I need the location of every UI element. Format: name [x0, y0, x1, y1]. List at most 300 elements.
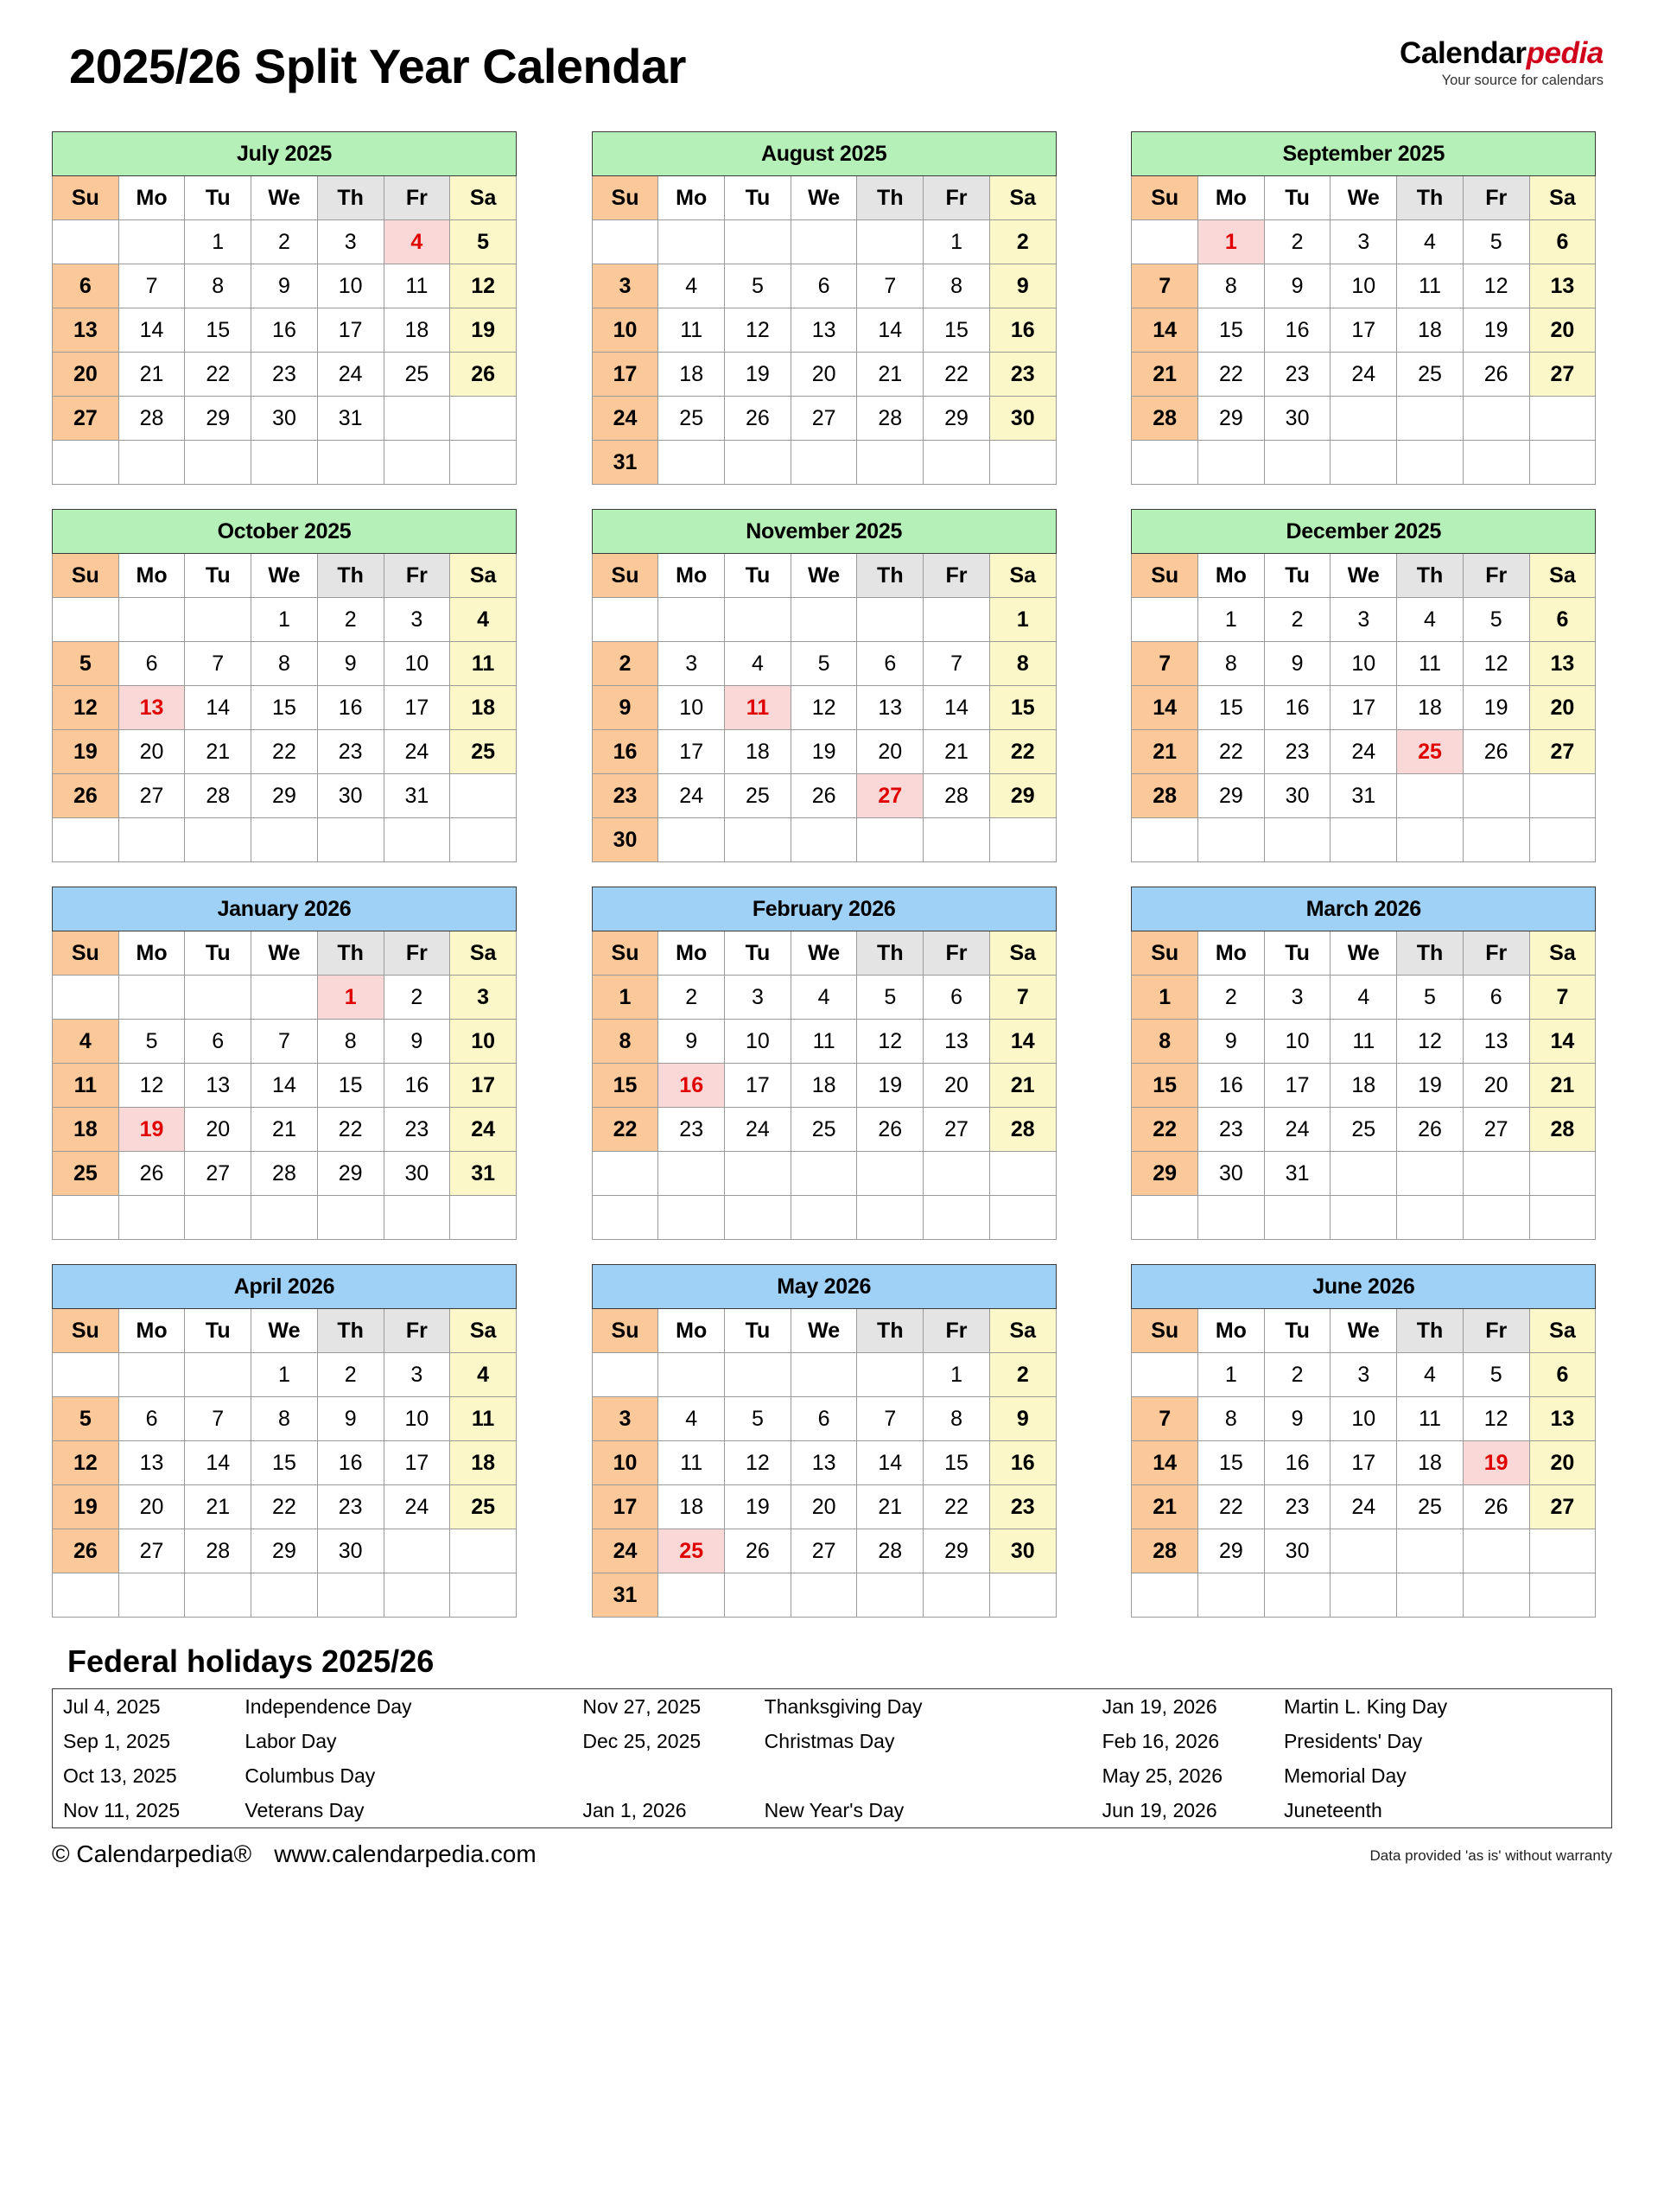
weekday-header: Su — [592, 176, 658, 220]
day-cell-empty — [450, 774, 517, 818]
day-cell: 26 — [118, 1152, 185, 1196]
day-cell: 26 — [1463, 1485, 1529, 1529]
day-cell: 9 — [658, 1020, 725, 1064]
day-cell-empty — [118, 1573, 185, 1618]
holiday-name: Columbus Day — [245, 1764, 376, 1787]
day-cell: 16 — [317, 686, 384, 730]
day-cell: 1 — [924, 1353, 990, 1397]
day-cell: 3 — [592, 1397, 658, 1441]
day-cell-empty — [725, 1196, 791, 1240]
day-cell: 31 — [317, 397, 384, 441]
day-cell-empty — [251, 818, 318, 862]
day-cell: 15 — [924, 1441, 990, 1485]
day-cell: 23 — [384, 1108, 450, 1152]
weekday-header: Sa — [450, 554, 517, 598]
day-cell-empty — [450, 1196, 517, 1240]
month-calendar — [52, 887, 517, 1240]
day-cell: 19 — [53, 730, 119, 774]
month-block — [1131, 1264, 1596, 1618]
day-cell-empty — [1463, 1573, 1529, 1618]
day-cell: 17 — [450, 1064, 517, 1108]
day-cell: 1 — [1198, 598, 1265, 642]
day-cell: 21 — [1132, 353, 1198, 397]
day-cell: 28 — [989, 1108, 1056, 1152]
day-cell: 18 — [1331, 1064, 1397, 1108]
day-cell-empty — [1397, 1529, 1464, 1573]
day-cell: 6 — [185, 1020, 251, 1064]
day-cell: 19 — [450, 308, 517, 353]
day-cell: 7 — [1132, 1397, 1198, 1441]
day-cell-empty — [118, 220, 185, 264]
day-cell: 14 — [185, 1441, 251, 1485]
day-cell-empty — [1264, 818, 1331, 862]
day-cell-empty — [118, 598, 185, 642]
day-cell-empty — [857, 1573, 924, 1618]
day-cell: 12 — [450, 264, 517, 308]
day-cell-empty — [1397, 1573, 1464, 1618]
day-cell-empty — [1463, 1529, 1529, 1573]
day-cell: 11 — [1397, 1397, 1464, 1441]
day-cell: 12 — [1397, 1020, 1464, 1064]
weekday-header: Th — [857, 1309, 924, 1353]
day-cell: 4 — [384, 220, 450, 264]
day-cell-empty — [989, 1196, 1056, 1240]
day-cell-empty — [725, 818, 791, 862]
day-cell: 11 — [53, 1064, 119, 1108]
day-cell-empty — [592, 220, 658, 264]
day-cell-empty — [384, 1196, 450, 1240]
day-cell: 2 — [1264, 1353, 1331, 1397]
day-cell: 15 — [989, 686, 1056, 730]
day-cell: 19 — [1397, 1064, 1464, 1108]
day-cell: 4 — [1397, 1353, 1464, 1397]
day-cell-empty — [1397, 1152, 1464, 1196]
day-cell: 5 — [118, 1020, 185, 1064]
month-calendar — [592, 887, 1057, 1240]
weekday-header: We — [251, 554, 318, 598]
day-cell: 8 — [1198, 642, 1265, 686]
day-cell: 3 — [1331, 220, 1397, 264]
month-block — [592, 1264, 1057, 1618]
day-cell: 9 — [989, 264, 1056, 308]
day-cell: 16 — [1264, 686, 1331, 730]
day-cell-empty — [118, 818, 185, 862]
day-cell: 14 — [1529, 1020, 1596, 1064]
day-cell-empty — [658, 220, 725, 264]
day-cell: 10 — [384, 642, 450, 686]
day-cell: 11 — [450, 642, 517, 686]
day-cell: 30 — [251, 397, 318, 441]
weekday-header: Sa — [989, 931, 1056, 976]
day-cell: 24 — [450, 1108, 517, 1152]
day-cell-empty — [791, 598, 857, 642]
website-url[interactable]: www.calendarpedia.com — [274, 1840, 537, 1867]
weekday-header: Mo — [1198, 176, 1265, 220]
holiday-row — [53, 1758, 1612, 1793]
day-cell-empty — [185, 1196, 251, 1240]
day-cell: 29 — [989, 774, 1056, 818]
day-cell: 2 — [251, 220, 318, 264]
day-cell-empty — [857, 818, 924, 862]
day-cell: 8 — [185, 264, 251, 308]
day-cell: 2 — [658, 976, 725, 1020]
day-cell: 28 — [857, 1529, 924, 1573]
day-cell: 19 — [118, 1108, 185, 1152]
day-cell: 5 — [725, 1397, 791, 1441]
day-cell: 10 — [1331, 264, 1397, 308]
day-cell: 27 — [1463, 1108, 1529, 1152]
day-cell-empty — [1529, 1529, 1596, 1573]
day-cell: 27 — [924, 1108, 990, 1152]
day-cell: 2 — [384, 976, 450, 1020]
day-cell: 4 — [53, 1020, 119, 1064]
day-cell: 1 — [251, 598, 318, 642]
day-cell: 8 — [1198, 1397, 1265, 1441]
weekday-header: Mo — [118, 554, 185, 598]
weekday-header: Fr — [1463, 176, 1529, 220]
day-cell: 20 — [1529, 1441, 1596, 1485]
day-cell: 13 — [791, 308, 857, 353]
day-cell: 21 — [118, 353, 185, 397]
weekday-header: Su — [1132, 931, 1198, 976]
day-cell-empty — [725, 1573, 791, 1618]
day-cell: 28 — [118, 397, 185, 441]
day-cell: 30 — [317, 1529, 384, 1573]
day-cell: 6 — [857, 642, 924, 686]
day-cell: 21 — [185, 1485, 251, 1529]
day-cell: 5 — [1463, 220, 1529, 264]
weekday-header: Tu — [185, 931, 251, 976]
month-title: September 2025 — [1132, 132, 1596, 176]
day-cell-empty — [1264, 1196, 1331, 1240]
day-cell: 17 — [592, 1485, 658, 1529]
day-cell-empty — [1529, 774, 1596, 818]
weekday-header: Fr — [384, 176, 450, 220]
day-cell: 13 — [1529, 1397, 1596, 1441]
weekday-header: We — [1331, 554, 1397, 598]
day-cell-empty — [1529, 818, 1596, 862]
weekday-header: We — [791, 1309, 857, 1353]
day-cell: 2 — [1264, 220, 1331, 264]
day-cell: 8 — [924, 264, 990, 308]
day-cell: 30 — [1264, 397, 1331, 441]
weekday-header: Th — [857, 554, 924, 598]
day-cell: 17 — [725, 1064, 791, 1108]
day-cell: 12 — [1463, 1397, 1529, 1441]
day-cell-empty — [989, 1152, 1056, 1196]
day-cell: 7 — [857, 264, 924, 308]
weekday-header: Th — [317, 931, 384, 976]
day-cell: 29 — [1198, 774, 1265, 818]
day-cell: 2 — [317, 598, 384, 642]
day-cell-empty — [857, 598, 924, 642]
day-cell: 7 — [251, 1020, 318, 1064]
day-cell: 17 — [384, 686, 450, 730]
holiday-date: Jun 19, 2026 — [1102, 1798, 1217, 1821]
day-cell: 28 — [251, 1152, 318, 1196]
day-cell: 7 — [1132, 264, 1198, 308]
day-cell: 14 — [118, 308, 185, 353]
day-cell-empty — [1529, 441, 1596, 485]
day-cell-empty — [924, 441, 990, 485]
day-cell-empty — [53, 818, 119, 862]
day-cell-empty — [53, 976, 119, 1020]
day-cell: 30 — [384, 1152, 450, 1196]
weekday-header: Mo — [1198, 1309, 1265, 1353]
month-block — [52, 509, 517, 862]
weekday-header: Su — [1132, 176, 1198, 220]
month-title: December 2025 — [1132, 510, 1596, 554]
day-cell: 21 — [857, 1485, 924, 1529]
day-cell: 12 — [1463, 642, 1529, 686]
day-cell: 30 — [1198, 1152, 1265, 1196]
day-cell-empty — [857, 1353, 924, 1397]
weekday-header: Fr — [924, 931, 990, 976]
holidays-table — [52, 1688, 1612, 1828]
weekday-header: Su — [53, 931, 119, 976]
day-cell-empty — [118, 1196, 185, 1240]
day-cell: 13 — [924, 1020, 990, 1064]
day-cell: 23 — [1264, 1485, 1331, 1529]
weekday-header: Su — [1132, 554, 1198, 598]
month-title: January 2026 — [53, 887, 517, 931]
day-cell: 10 — [725, 1020, 791, 1064]
day-cell: 15 — [592, 1064, 658, 1108]
weekday-header: Sa — [989, 1309, 1056, 1353]
day-cell: 31 — [450, 1152, 517, 1196]
day-cell-empty — [1198, 441, 1265, 485]
day-cell: 14 — [924, 686, 990, 730]
day-cell: 27 — [791, 397, 857, 441]
day-cell: 8 — [1132, 1020, 1198, 1064]
day-cell: 17 — [1331, 686, 1397, 730]
day-cell: 18 — [1397, 308, 1464, 353]
day-cell-empty — [989, 1573, 1056, 1618]
day-cell: 22 — [317, 1108, 384, 1152]
day-cell: 29 — [924, 397, 990, 441]
month-calendar — [52, 131, 517, 485]
day-cell-empty — [592, 1353, 658, 1397]
weekday-header: Sa — [1529, 176, 1596, 220]
day-cell-empty — [725, 598, 791, 642]
weekday-header: Tu — [725, 176, 791, 220]
month-title: April 2026 — [53, 1265, 517, 1309]
holiday-name: Juneteenth — [1283, 1798, 1382, 1821]
day-cell: 2 — [592, 642, 658, 686]
day-cell: 19 — [1463, 686, 1529, 730]
day-cell-empty — [251, 441, 318, 485]
day-cell: 16 — [251, 308, 318, 353]
day-cell: 21 — [251, 1108, 318, 1152]
holiday-date: May 25, 2026 — [1102, 1764, 1223, 1787]
day-cell: 26 — [791, 774, 857, 818]
day-cell: 16 — [1198, 1064, 1265, 1108]
day-cell: 4 — [1397, 598, 1464, 642]
copyright-text: © Calendarpedia® — [52, 1840, 252, 1867]
copyright-line — [52, 1840, 537, 1868]
weekday-header: Su — [592, 931, 658, 976]
holiday-name: Memorial Day — [1283, 1764, 1407, 1787]
day-cell: 10 — [317, 264, 384, 308]
day-cell: 23 — [658, 1108, 725, 1152]
day-cell: 23 — [1264, 730, 1331, 774]
day-cell: 10 — [450, 1020, 517, 1064]
day-cell: 27 — [1529, 1485, 1596, 1529]
day-cell: 13 — [1529, 642, 1596, 686]
day-cell: 14 — [1132, 308, 1198, 353]
day-cell: 4 — [658, 1397, 725, 1441]
day-cell: 25 — [1397, 353, 1464, 397]
day-cell: 14 — [1132, 686, 1198, 730]
day-cell: 9 — [1264, 1397, 1331, 1441]
day-cell: 25 — [725, 774, 791, 818]
day-cell: 14 — [185, 686, 251, 730]
day-cell-empty — [791, 220, 857, 264]
day-cell: 24 — [658, 774, 725, 818]
day-cell: 15 — [317, 1064, 384, 1108]
weekday-header: Th — [1397, 176, 1464, 220]
brand-name-part1: Calendar — [1400, 36, 1527, 70]
weekday-header: Th — [1397, 1309, 1464, 1353]
day-cell: 27 — [118, 774, 185, 818]
day-cell: 7 — [857, 1397, 924, 1441]
weekday-header: Th — [317, 1309, 384, 1353]
day-cell: 11 — [1397, 642, 1464, 686]
day-cell: 9 — [384, 1020, 450, 1064]
day-cell: 17 — [1331, 308, 1397, 353]
day-cell: 5 — [1463, 1353, 1529, 1397]
weekday-header: Fr — [1463, 931, 1529, 976]
day-cell: 5 — [725, 264, 791, 308]
weekday-header: Th — [1397, 931, 1464, 976]
day-cell: 18 — [53, 1108, 119, 1152]
day-cell: 13 — [1463, 1020, 1529, 1064]
day-cell: 4 — [1331, 976, 1397, 1020]
day-cell-empty — [924, 1196, 990, 1240]
day-cell-empty — [1463, 818, 1529, 862]
day-cell: 28 — [1132, 397, 1198, 441]
day-cell: 27 — [53, 397, 119, 441]
weekday-header: Th — [857, 931, 924, 976]
day-cell: 24 — [1331, 730, 1397, 774]
day-cell: 28 — [1529, 1108, 1596, 1152]
day-cell-empty — [592, 1152, 658, 1196]
day-cell: 24 — [1264, 1108, 1331, 1152]
day-cell: 22 — [185, 353, 251, 397]
day-cell: 31 — [384, 774, 450, 818]
day-cell: 3 — [384, 598, 450, 642]
day-cell: 23 — [251, 353, 318, 397]
day-cell: 20 — [53, 353, 119, 397]
day-cell-empty — [1132, 1573, 1198, 1618]
day-cell-empty — [1264, 1573, 1331, 1618]
day-cell-empty — [118, 976, 185, 1020]
day-cell-empty — [53, 1196, 119, 1240]
day-cell: 26 — [53, 1529, 119, 1573]
month-title: May 2026 — [592, 1265, 1056, 1309]
day-cell: 1 — [317, 976, 384, 1020]
day-cell: 28 — [857, 397, 924, 441]
day-cell: 16 — [317, 1441, 384, 1485]
day-cell: 7 — [185, 1397, 251, 1441]
day-cell: 15 — [251, 1441, 318, 1485]
weekday-header: Su — [53, 1309, 119, 1353]
day-cell: 5 — [791, 642, 857, 686]
month-calendar — [52, 1264, 517, 1618]
day-cell: 11 — [658, 308, 725, 353]
day-cell-empty — [1463, 441, 1529, 485]
weekday-header: Fr — [924, 554, 990, 598]
weekday-header: Tu — [1264, 176, 1331, 220]
day-cell: 23 — [592, 774, 658, 818]
day-cell: 12 — [118, 1064, 185, 1108]
weekday-header: Fr — [384, 931, 450, 976]
day-cell-empty — [658, 1353, 725, 1397]
day-cell-empty — [185, 1573, 251, 1618]
day-cell: 14 — [857, 308, 924, 353]
day-cell-empty — [924, 598, 990, 642]
day-cell: 7 — [1529, 976, 1596, 1020]
day-cell: 5 — [1463, 598, 1529, 642]
day-cell: 5 — [53, 1397, 119, 1441]
day-cell: 21 — [1132, 730, 1198, 774]
day-cell-empty — [1331, 1529, 1397, 1573]
weekday-header: We — [251, 1309, 318, 1353]
day-cell: 18 — [791, 1064, 857, 1108]
day-cell-empty — [53, 1573, 119, 1618]
day-cell: 9 — [1264, 264, 1331, 308]
day-cell: 25 — [53, 1152, 119, 1196]
day-cell: 29 — [1132, 1152, 1198, 1196]
day-cell-empty — [450, 1529, 517, 1573]
day-cell-empty — [185, 598, 251, 642]
day-cell: 5 — [450, 220, 517, 264]
day-cell-empty — [924, 1573, 990, 1618]
weekday-header: We — [1331, 176, 1397, 220]
day-cell: 10 — [1331, 1397, 1397, 1441]
day-cell: 29 — [924, 1529, 990, 1573]
day-cell: 23 — [1198, 1108, 1265, 1152]
day-cell: 1 — [1198, 220, 1265, 264]
weekday-header: Tu — [725, 1309, 791, 1353]
day-cell-empty — [450, 397, 517, 441]
day-cell: 9 — [317, 1397, 384, 1441]
holiday-date: Jul 4, 2025 — [63, 1694, 161, 1718]
page-title: 2025/26 Split Year Calendar — [69, 39, 686, 93]
day-cell: 11 — [658, 1441, 725, 1485]
day-cell: 11 — [450, 1397, 517, 1441]
day-cell: 28 — [924, 774, 990, 818]
month-calendar — [592, 131, 1057, 485]
day-cell: 21 — [989, 1064, 1056, 1108]
month-calendar — [52, 509, 517, 862]
month-calendar — [1131, 509, 1596, 862]
weekday-header: We — [791, 176, 857, 220]
day-cell-empty — [857, 1152, 924, 1196]
months-grid — [52, 131, 1612, 1618]
day-cell-empty — [1331, 1573, 1397, 1618]
day-cell: 24 — [725, 1108, 791, 1152]
month-calendar — [592, 509, 1057, 862]
day-cell: 9 — [592, 686, 658, 730]
holiday-row — [53, 1724, 1612, 1758]
day-cell-empty — [1397, 818, 1464, 862]
day-cell-empty — [384, 441, 450, 485]
day-cell: 30 — [1264, 774, 1331, 818]
day-cell: 16 — [1264, 308, 1331, 353]
day-cell: 30 — [317, 774, 384, 818]
disclaimer-text: Data provided 'as is' without warranty — [1369, 1847, 1612, 1864]
